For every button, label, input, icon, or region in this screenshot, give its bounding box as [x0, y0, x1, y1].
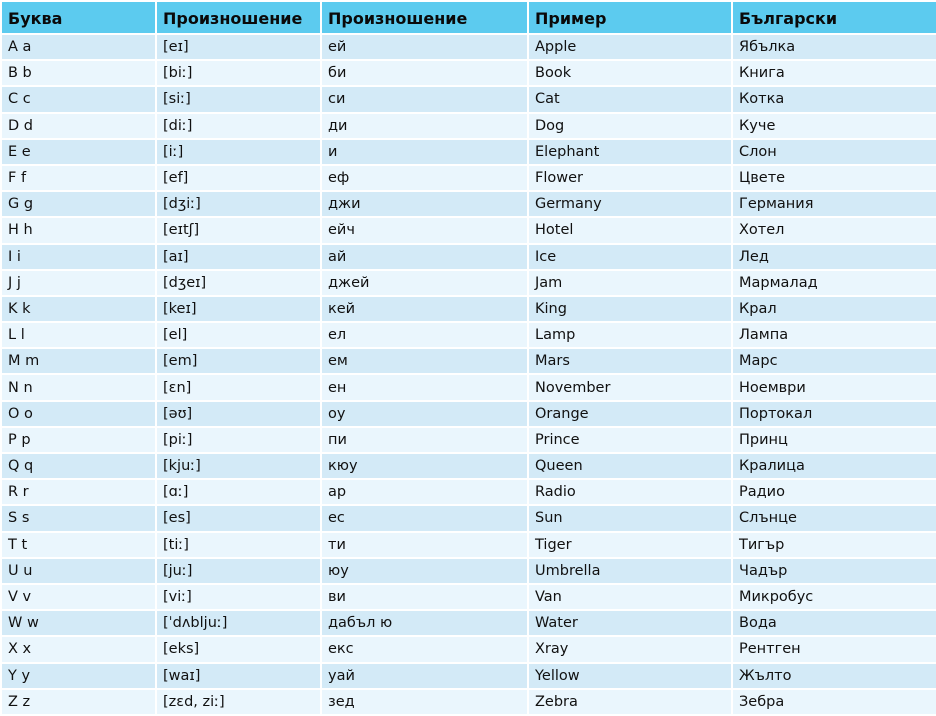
- cell-example: Umbrella: [528, 558, 732, 584]
- cell-letter: G g: [1, 191, 156, 217]
- table-row: [1, 60, 936, 86]
- cell-ipa: [aɪ]: [156, 244, 321, 270]
- cell-ipa: [tiː]: [156, 532, 321, 558]
- cell-example: Tiger: [528, 532, 732, 558]
- cell-example: Book: [528, 60, 732, 86]
- cell-bulgarian: Тигър: [732, 532, 936, 558]
- cell-pronunciation: джи: [321, 191, 528, 217]
- cell-example: Jam: [528, 270, 732, 296]
- cell-example: Mars: [528, 348, 732, 374]
- cell-example: November: [528, 374, 732, 400]
- table-row: [1, 86, 936, 112]
- table-row: [1, 34, 936, 60]
- cell-bulgarian: Вода: [732, 610, 936, 636]
- cell-pronunciation: ейч: [321, 217, 528, 243]
- table-row: [1, 689, 936, 715]
- cell-bulgarian: Слънце: [732, 505, 936, 531]
- cell-letter: E e: [1, 139, 156, 165]
- table-row: [1, 139, 936, 165]
- table-row: [1, 348, 936, 374]
- cell-letter: F f: [1, 165, 156, 191]
- table-row: [1, 322, 936, 348]
- cell-pronunciation: уай: [321, 663, 528, 689]
- cell-pronunciation: си: [321, 86, 528, 112]
- cell-pronunciation: оу: [321, 401, 528, 427]
- cell-bulgarian: Ябълка: [732, 34, 936, 60]
- cell-bulgarian: Крал: [732, 296, 936, 322]
- cell-pronunciation: екс: [321, 636, 528, 662]
- cell-ipa: [siː]: [156, 86, 321, 112]
- table-row: [1, 663, 936, 689]
- cell-letter: M m: [1, 348, 156, 374]
- cell-bulgarian: Мармалад: [732, 270, 936, 296]
- cell-letter: V v: [1, 584, 156, 610]
- cell-pronunciation: кей: [321, 296, 528, 322]
- table-row: [1, 505, 936, 531]
- cell-example: Germany: [528, 191, 732, 217]
- header-example: Пример: [528, 1, 732, 34]
- cell-example: Van: [528, 584, 732, 610]
- cell-bulgarian: Куче: [732, 113, 936, 139]
- cell-letter: H h: [1, 217, 156, 243]
- cell-letter: K k: [1, 296, 156, 322]
- cell-letter: O o: [1, 401, 156, 427]
- cell-ipa: [əʊ]: [156, 401, 321, 427]
- cell-ipa: [ɑː]: [156, 479, 321, 505]
- cell-bulgarian: Портокал: [732, 401, 936, 427]
- cell-ipa: [biː]: [156, 60, 321, 86]
- cell-bulgarian: Лед: [732, 244, 936, 270]
- table-row: [1, 191, 936, 217]
- table-row: [1, 244, 936, 270]
- cell-example: Zebra: [528, 689, 732, 715]
- cell-bulgarian: Ноември: [732, 374, 936, 400]
- cell-bulgarian: Кралица: [732, 453, 936, 479]
- header-letter: Буква: [1, 1, 156, 34]
- cell-ipa: [piː]: [156, 427, 321, 453]
- cell-pronunciation: кюу: [321, 453, 528, 479]
- cell-pronunciation: пи: [321, 427, 528, 453]
- cell-bulgarian: Радио: [732, 479, 936, 505]
- cell-ipa: [eɪ]: [156, 34, 321, 60]
- cell-pronunciation: би: [321, 60, 528, 86]
- cell-bulgarian: Жълто: [732, 663, 936, 689]
- cell-example: King: [528, 296, 732, 322]
- cell-pronunciation: и: [321, 139, 528, 165]
- cell-ipa: [viː]: [156, 584, 321, 610]
- cell-letter: P p: [1, 427, 156, 453]
- cell-ipa: [keɪ]: [156, 296, 321, 322]
- cell-letter: Y y: [1, 663, 156, 689]
- cell-ipa: [iː]: [156, 139, 321, 165]
- cell-ipa: [eɪtʃ]: [156, 217, 321, 243]
- header-pronunciation: Произношение: [321, 1, 528, 34]
- cell-pronunciation: ен: [321, 374, 528, 400]
- table-row: [1, 427, 936, 453]
- cell-ipa: [ˈdʌbljuː]: [156, 610, 321, 636]
- table-row: [1, 532, 936, 558]
- cell-example: Radio: [528, 479, 732, 505]
- cell-ipa: [juː]: [156, 558, 321, 584]
- cell-bulgarian: Чадър: [732, 558, 936, 584]
- cell-letter: N n: [1, 374, 156, 400]
- cell-bulgarian: Хотел: [732, 217, 936, 243]
- cell-ipa: [dʒiː]: [156, 191, 321, 217]
- cell-example: Apple: [528, 34, 732, 60]
- cell-letter: R r: [1, 479, 156, 505]
- cell-pronunciation: ар: [321, 479, 528, 505]
- cell-example: Cat: [528, 86, 732, 112]
- cell-example: Xray: [528, 636, 732, 662]
- cell-bulgarian: Германия: [732, 191, 936, 217]
- cell-example: Water: [528, 610, 732, 636]
- cell-letter: D d: [1, 113, 156, 139]
- cell-pronunciation: ес: [321, 505, 528, 531]
- cell-ipa: [waɪ]: [156, 663, 321, 689]
- table-row: [1, 296, 936, 322]
- cell-pronunciation: ем: [321, 348, 528, 374]
- cell-pronunciation: зед: [321, 689, 528, 715]
- cell-bulgarian: Марс: [732, 348, 936, 374]
- cell-ipa: [dʒeɪ]: [156, 270, 321, 296]
- cell-pronunciation: ел: [321, 322, 528, 348]
- cell-example: Lamp: [528, 322, 732, 348]
- cell-pronunciation: юу: [321, 558, 528, 584]
- header-ipa: Произношение: [156, 1, 321, 34]
- cell-letter: Z z: [1, 689, 156, 715]
- cell-letter: Q q: [1, 453, 156, 479]
- cell-example: Flower: [528, 165, 732, 191]
- cell-example: Hotel: [528, 217, 732, 243]
- cell-ipa: [kjuː]: [156, 453, 321, 479]
- cell-bulgarian: Принц: [732, 427, 936, 453]
- table-row: [1, 453, 936, 479]
- cell-pronunciation: еф: [321, 165, 528, 191]
- cell-ipa: [em]: [156, 348, 321, 374]
- cell-example: Sun: [528, 505, 732, 531]
- cell-letter: J j: [1, 270, 156, 296]
- cell-example: Orange: [528, 401, 732, 427]
- table-row: [1, 113, 936, 139]
- cell-letter: B b: [1, 60, 156, 86]
- cell-bulgarian: Книга: [732, 60, 936, 86]
- header-bulgarian: Български: [732, 1, 936, 34]
- table-row: [1, 610, 936, 636]
- cell-example: Elephant: [528, 139, 732, 165]
- cell-example: Ice: [528, 244, 732, 270]
- header-row: [1, 1, 936, 34]
- cell-ipa: [zɛd, ziː]: [156, 689, 321, 715]
- cell-letter: T t: [1, 532, 156, 558]
- cell-bulgarian: Слон: [732, 139, 936, 165]
- cell-letter: U u: [1, 558, 156, 584]
- cell-letter: L l: [1, 322, 156, 348]
- cell-example: Queen: [528, 453, 732, 479]
- table-row: [1, 374, 936, 400]
- table-row: [1, 479, 936, 505]
- cell-pronunciation: ви: [321, 584, 528, 610]
- cell-letter: C c: [1, 86, 156, 112]
- cell-bulgarian: Микробус: [732, 584, 936, 610]
- table-row: [1, 401, 936, 427]
- cell-letter: S s: [1, 505, 156, 531]
- table-row: [1, 558, 936, 584]
- cell-bulgarian: Цвете: [732, 165, 936, 191]
- cell-pronunciation: джей: [321, 270, 528, 296]
- table-row: [1, 636, 936, 662]
- cell-bulgarian: Зебра: [732, 689, 936, 715]
- cell-example: Dog: [528, 113, 732, 139]
- cell-letter: X x: [1, 636, 156, 662]
- cell-letter: I i: [1, 244, 156, 270]
- cell-example: Yellow: [528, 663, 732, 689]
- cell-bulgarian: Лампа: [732, 322, 936, 348]
- cell-pronunciation: ди: [321, 113, 528, 139]
- table-row: [1, 270, 936, 296]
- cell-pronunciation: ей: [321, 34, 528, 60]
- cell-ipa: [ɛn]: [156, 374, 321, 400]
- cell-bulgarian: Котка: [732, 86, 936, 112]
- cell-ipa: [diː]: [156, 113, 321, 139]
- cell-example: Prince: [528, 427, 732, 453]
- cell-bulgarian: Рентген: [732, 636, 936, 662]
- cell-ipa: [eks]: [156, 636, 321, 662]
- cell-pronunciation: ти: [321, 532, 528, 558]
- cell-letter: W w: [1, 610, 156, 636]
- table-row: [1, 217, 936, 243]
- cell-pronunciation: дабъл ю: [321, 610, 528, 636]
- table-row: [1, 584, 936, 610]
- cell-pronunciation: ай: [321, 244, 528, 270]
- cell-ipa: [ef]: [156, 165, 321, 191]
- cell-ipa: [es]: [156, 505, 321, 531]
- cell-letter: A a: [1, 34, 156, 60]
- cell-ipa: [el]: [156, 322, 321, 348]
- table-row: [1, 165, 936, 191]
